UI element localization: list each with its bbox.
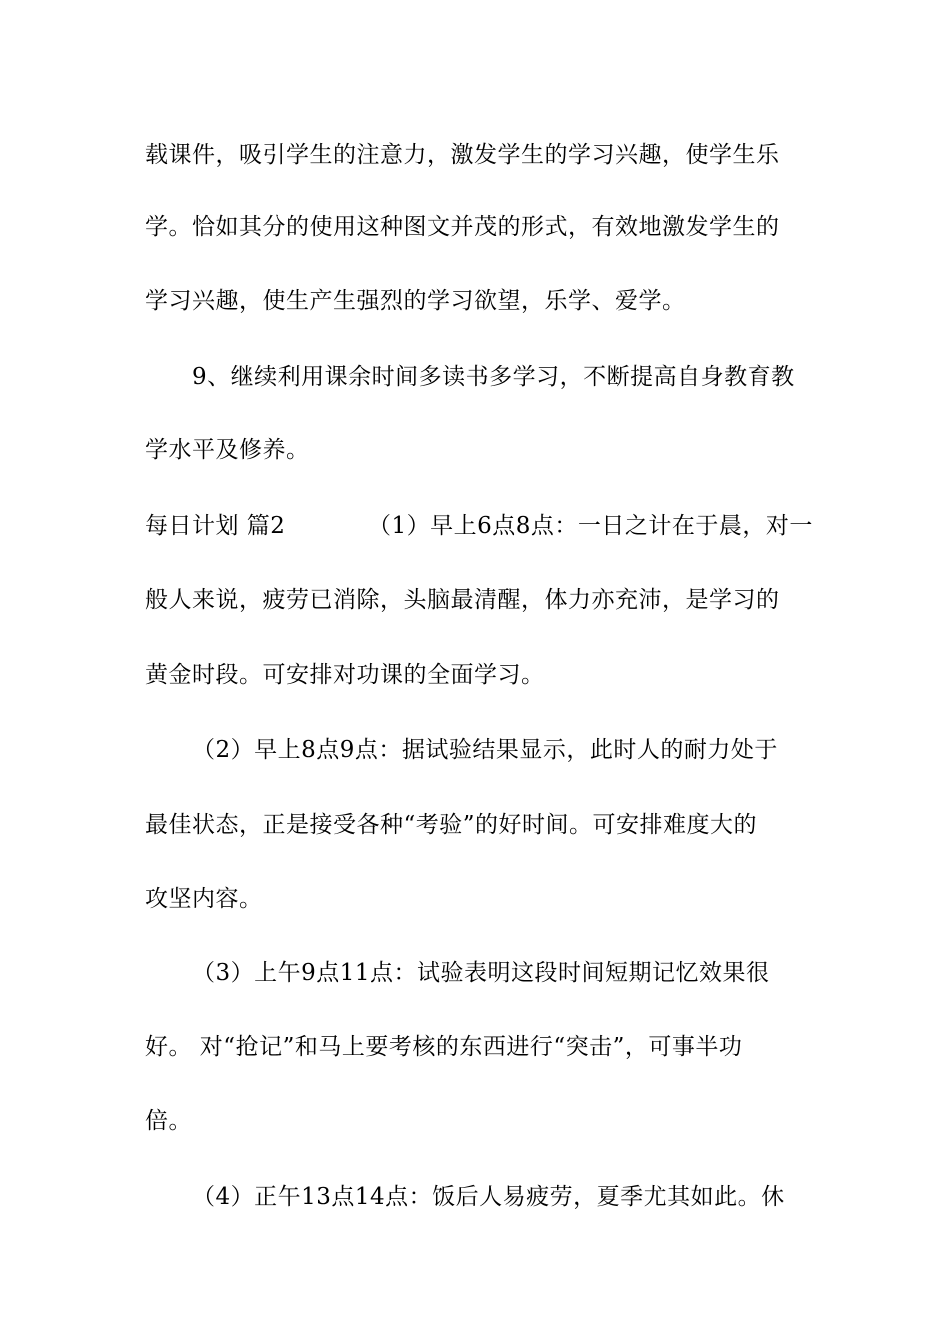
text-line-12: （3）上午9点11点：试验表明这段时间短期记忆效果很 [192,960,770,986]
section-heading-line: 每日计划 篇2 （1）早上6点8点：一日之计在于晨，对一 [145,513,813,539]
text-line-8: 黄金时段。可安排对功课的全面学习。 [145,662,545,688]
text-line-9: （2）早上8点9点：据试验结果显示，此时人的耐力处于 [192,737,778,763]
text-line-10: 最佳状态，正是接受各种“考验”的好时间。可安排难度大的 [145,812,758,838]
text-line-15: （4）正午13点14点：饭后人易疲劳，夏季尤其如此。休 [192,1184,785,1210]
text-line-13: 好。 对“抢记”和马上要考核的东西进行“突击”，可事半功 [145,1034,743,1060]
text-line-5: 学水平及修养。 [145,437,310,463]
text-line-7: 般人来说，疲劳已消除，头脑最清醒，体力亦充沛，是学习的 [145,587,780,613]
text-line-11: 攻坚内容。 [145,886,263,912]
text-line-4: 9、继续利用课余时间多读书多学习，不断提高自身教育教 [192,364,795,390]
text-line-1: 载课件，吸引学生的注意力，激发学生的学习兴趣，使学生乐 [145,142,780,168]
text-line-14: 倍。 [145,1108,192,1134]
text-line-2: 学。恰如其分的使用这种图文并茂的形式，有效地激发学生的 [145,214,780,240]
text-line-3: 学习兴趣，使生产生强烈的学习欲望，乐学、爱学。 [145,288,686,314]
